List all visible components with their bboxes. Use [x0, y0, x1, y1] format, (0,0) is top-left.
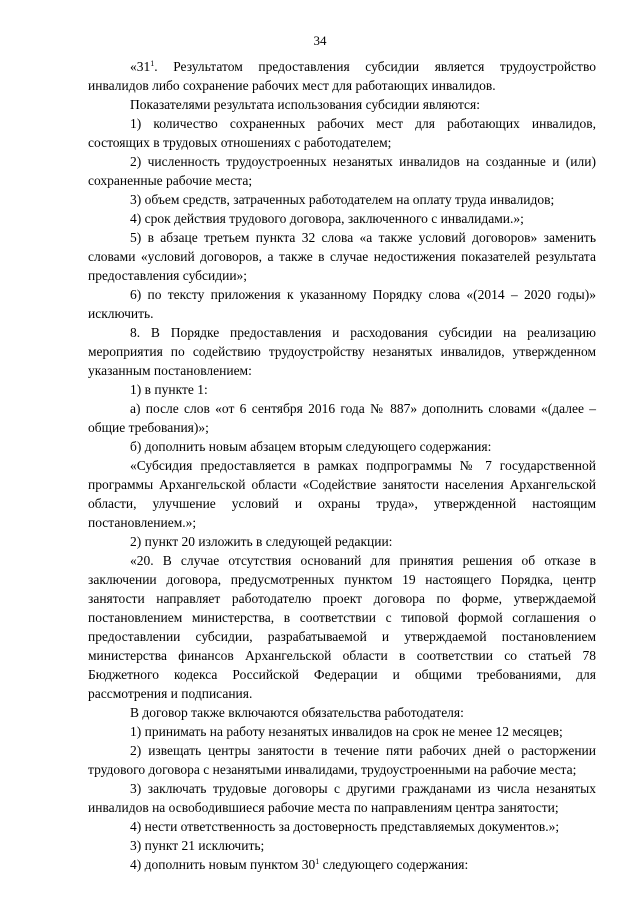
paragraph	[88, 855, 596, 874]
paragraph: «Субсидия предоставляется в рамках подпрограммы № 7 государственной программы Архангельской области «Содействие занятости населения Архангельской области, улучшение условий и охраны труда», утвержденной настоящим постановлением.»;	[88, 458, 596, 530]
paragraph: 1) принимать на работу незанятых инвалидов на срок не менее 12 месяцев;	[130, 724, 563, 739]
paragraph	[88, 57, 596, 95]
paragraph: 1) количество сохраненных рабочих мест для работающих инвалидов, состоящих в трудовых отношениях с работодателем;	[88, 116, 596, 150]
paragraph: 3) заключать трудовые договоры с другими гражданами из числа незанятых инвалидов на освободившиеся рабочие места по направлениям центра занятости;	[88, 781, 596, 815]
text-run: 4) дополнить новым пунктом 30	[130, 857, 316, 872]
paragraph: 5) в абзаце третьем пункта 32 слова «а также условий договоров» заменить словами «условий договоров, а также в случае недостижения показателей результата предоставления субсидии»;	[88, 230, 596, 283]
paragraph: б) дополнить новым абзацем вторым следующего содержания:	[130, 439, 492, 454]
page-number: 34	[313, 33, 327, 48]
text-run: «31	[130, 59, 151, 74]
paragraph: 6) по тексту приложения к указанному Порядку слова «(2014 – 2020 годы)» исключить.	[88, 287, 596, 321]
paragraph: 4) нести ответственность за достоверность представляемых документов.»;	[130, 819, 560, 834]
paragraph: 2) извещать центры занятости в течение пяти рабочих дней о расторжении трудового договора с незанятыми инвалидами, трудоустроенными на рабочие места;	[88, 743, 596, 777]
paragraph: В договор также включаются обязательства работодателя:	[130, 705, 464, 720]
paragraph: 1) в пункте 1:	[130, 382, 208, 397]
document-body	[88, 57, 596, 874]
superscript: 1	[315, 857, 320, 866]
paragraph: 3) объем средств, затраченных работодателем на оплату труда инвалидов;	[130, 192, 555, 207]
superscript: 1	[150, 59, 155, 68]
paragraph: 2) пункт 20 изложить в следующей редакции:	[130, 534, 393, 549]
paragraph: 4) срок действия трудового договора, заключенного с инвалидами.»;	[130, 211, 524, 226]
paragraph: «20. В случае отсутствия оснований для принятия решения об отказе в заключении договора, предусмотренных пунктом 19 настоящего Порядка, центр занятости направляет работодателю проект договора по форме, утверждаемой постановлением министерства, в соответствии с типовой формой соглашения о предоставлении субсидии, разрабатываемой и утверждаемой постановлением министерства финансов Архангельской области в соответствии со статьей 78 Бюджетного кодекса Российской Федерации и общими требованиями, для рассмотрения и подписания.	[88, 553, 596, 701]
paragraph: 3) пункт 21 исключить;	[130, 838, 265, 853]
text-run: . Результатом предоставления субсидии является трудоустройство инвалидов либо сохранение рабочих мест для работающих инвалидов.	[88, 59, 596, 93]
paragraph: а) после слов «от 6 сентября 2016 года № 887» дополнить словами «(далее – общие требования)»;	[88, 401, 596, 435]
paragraph: Показателями результата использования субсидии являются:	[130, 97, 481, 112]
text-run: следующего содержания:	[319, 857, 469, 872]
paragraph: 8. В Порядке предоставления и расходования субсидии на реализацию мероприятия по содействию трудоустройству незанятых инвалидов, утвержденном указанным постановлением:	[88, 325, 596, 378]
paragraph: 2) численность трудоустроенных незанятых инвалидов на созданные и (или) сохраненные рабочие места;	[88, 154, 596, 188]
